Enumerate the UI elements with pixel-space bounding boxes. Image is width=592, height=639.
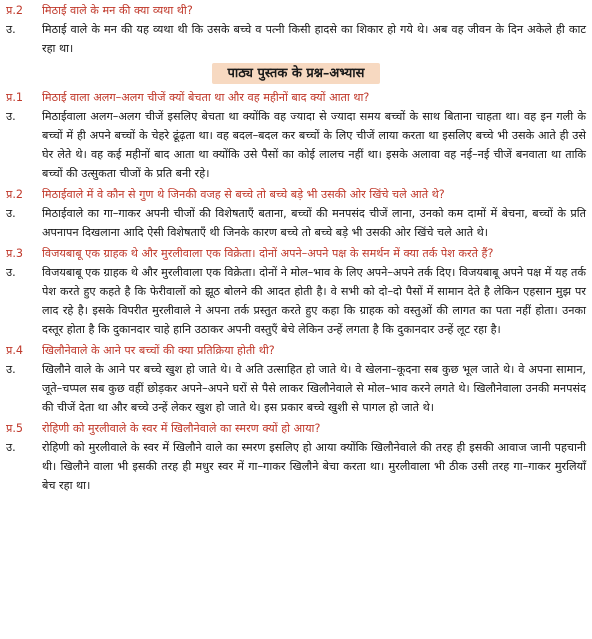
question-text: मिठाईवाले में वे कौन से गुण थे जिनकी वजह से बच्चे तो बच्चे बड़े भी उसकी ओर खिंचे चले आते थे? [42,188,445,201]
answer-prev-2 [6,20,586,58]
question-number: प्र.2 [6,4,24,17]
answer-1 [6,107,586,183]
answer-text: विजयबाबू एक ग्राहक थे और मुरलीवाला एक विक्रेता। दोनों ने मोल–भाव के लिए अपने–अपने तर्क दिए। विजयबाबू अपने पक्ष में यह तर्क पेश करते हुए कहते है कि फेरीवालों को झूठ बोलने की आदत होती है। वे सभी को दो–दो पैसों में सामान देते है लेकिन एहसान मुझ पर लाद रहे है। इसके विपरीत मुरलीवाले ने अपना तर्क प्रस्तुत करते हुए कहा कि ग्राहक को वस्तुओं की लागत का पता नहीं होता। उनका दस्तूर होता है कि दुकानदार चाहे हानि उठाकर अपनी वस्तुएँ बेचे लेकिन उन्हें लगता है कि दुकानदार उन्हें लूट रहा है। [42,266,586,336]
section-header [6,63,586,84]
question-prev-2 [6,1,586,20]
question-number: प्र.3 [6,247,24,260]
question-2 [6,185,586,204]
question-5 [6,419,586,438]
answer-marker: उ. [6,110,16,123]
answer-text: मिठाईवाला अलग–अलग चीजें इसलिए बेचता था क्योंकि वह ज्यादा से ज्यादा समय बच्चों के साथ बिताना चाहता था। वह इन गली के बच्चों में ही अपने बच्चों के चेहरे ढूंढ़ता था। वह बदल–बदल कर बच्चों के लिए चीजें लाया करता था इसलिए बच्चे भी उसके आते ही उसे घेर लेते थे। वह कई महीनों बाद आता था क्योंकि उसे पैसों का कोई लालच नहीं था। इसके अलावा वह नई–नई चीजें बनवाता था ताकि बच्चों की उत्सुकता चीजों के प्रति बनी रहे। [42,110,586,180]
question-text: मिठाई वाले के मन की क्या व्यथा थी? [42,4,193,17]
question-number: प्र.1 [6,91,24,104]
answer-marker: उ. [6,363,16,376]
question-1 [6,88,586,107]
answer-4 [6,360,586,417]
question-4 [6,341,586,360]
question-number: प्र.4 [6,344,24,357]
section-title: पाठ्य पुस्तक के प्रश्न–अभ्यास [212,63,381,84]
answer-text: मिठाई वाले के मन की यह व्यथा थी कि उसके बच्चे व पत्नी किसी हादसे का शिकार हो गये थे। अब वह जीवन के दिन अकेले ही काट रहा था। [42,23,586,55]
question-number: प्र.2 [6,188,24,201]
answer-3 [6,263,586,339]
answer-marker: उ. [6,441,16,454]
answer-2 [6,204,586,242]
answer-marker: उ. [6,207,16,220]
answer-text: रोहिणी को मुरलीवाले के स्वर में खिलौने वाले का स्मरण इसलिए हो आया क्योंकि खिलौनेवाले की तरह ही इसकी आवाज जानी पहचानी थी। खिलौने वाला भी इसकी तरह ही मधुर स्वर में गा–गाकर खिलौने बेचा करता था। मुरलीवाला भी ठीक उसी तरह गा–गाकर मुरलियाँ बेच रहा था। [42,441,586,492]
answer-marker: उ. [6,23,16,36]
question-number: प्र.5 [6,422,24,435]
answer-5 [6,438,586,495]
question-text: खिलौनेवाले के आने पर बच्चों की क्या प्रतिक्रिया होती थी? [42,344,275,357]
question-text: मिठाई वाला अलग–अलग चीजें क्यों बेचता था और वह महीनों बाद क्यों आता था? [42,91,370,104]
answer-marker: उ. [6,266,16,279]
question-text: रोहिणी को मुरलीवाले के स्वर में खिलौनेवाले का स्मरण क्यों हो आया? [42,422,321,435]
question-3 [6,244,586,263]
answer-text: खिलौने वाले के आने पर बच्चे खुश हो जाते थे। वे अति उत्साहित हो जाते थे। वे खेलना–कूदना सब कुछ भूल जाते थे। वे अपना सामान, जूते–चप्पल सब कुछ वहीं छोड़कर अपने–अपने घरों से पैसे लाकर खिलौनेवाले से मोल–भाव करने लगते थे। खिलौनेवाला उनकी मनपसंद की चीजें देता था और बच्चे उन्हें लेकर खुश हो जाते थे। इस प्रकार बच्चे खुशी से पागल हो जाते थे। [42,363,586,414]
answer-text: मिठाईवाले का गा–गाकर अपनी चीजों की विशेषताएँ बताना, बच्चों की मनपसंद चीजें लाना, उनको कम दामों में बेचना, बच्चों के प्रति अपनापन दिखलाना आदि ऐसी विशेषताएँ थी जिनके कारण बच्चे तो बच्चे बड़े भी उसकी ओर खिंचे चले आते थे। [42,207,586,239]
question-text: विजयबाबू एक ग्राहक थे और मुरलीवाला एक विक्रेता। दोनों अपने–अपने पक्ष के समर्थन में क्या तर्क पेश करते हैं? [42,247,494,260]
